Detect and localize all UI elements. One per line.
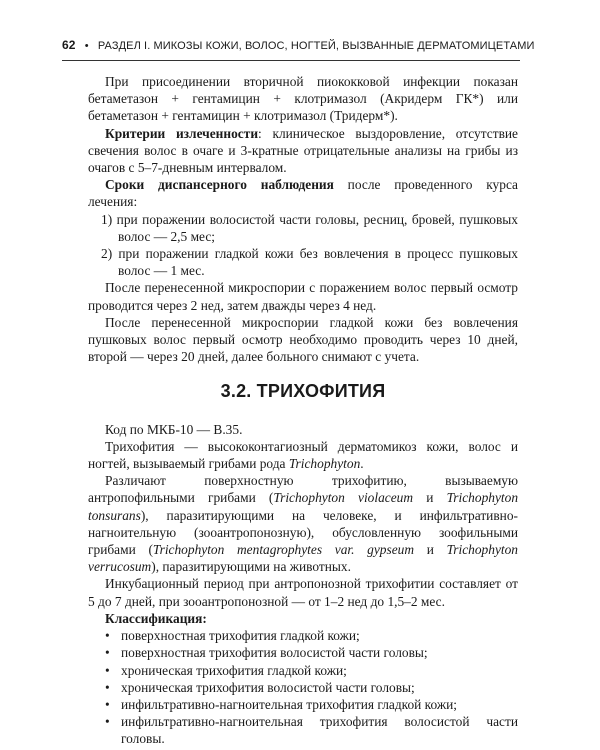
- classification-list: [88, 627, 518, 747]
- followup-label: Сроки диспансерного наблюдения: [105, 177, 334, 193]
- paragraph-incubation: Инкубационный период при антропонозной трихофитии составляет от 5 до 7 дней, при зооантропонозной — от 1–2 нед до 1,5–2 мес.: [88, 576, 518, 609]
- genus-name: Trichophyton: [288, 456, 361, 472]
- list-item: [88, 644, 518, 661]
- list-item-text: поверхностная трихофития волосистой части головы;: [121, 645, 428, 661]
- followup-item-2: 2) при поражении гладкой кожи без вовлечения в процесс пушковых волос — 1 мес.: [101, 246, 518, 279]
- types-text-b: и: [413, 490, 447, 506]
- header-title: РАЗДЕЛ I. МИКОЗЫ КОЖИ, ВОЛОС, НОГТЕЙ, ВЫЗВАННЫЕ ДЕРМАТОМИЦЕТАМИ: [97, 40, 535, 52]
- bullet-icon: •: [105, 645, 110, 661]
- types-text-a: Различают поверхностную трихофитию, вызываемую антропофильными грибами (: [88, 473, 518, 506]
- cure-criteria-label: Критерии излеченности: [105, 125, 259, 141]
- definition-end: .: [360, 456, 364, 472]
- list-item: [88, 696, 518, 713]
- running-header: [62, 38, 535, 61]
- types-text-c: ), паразитирующими на человеке, и инфильтративно-нагноительную (зооантропонозную), обусловленную зоофильными грибами (: [88, 507, 518, 558]
- types-text-d: и: [414, 542, 447, 558]
- definition-text: Трихофития — высококонтагиозный дерматомикоз кожи, волос и ногтей, вызываемый грибами рода: [88, 438, 518, 472]
- page-number: 62: [62, 38, 76, 52]
- paragraph-cure-criteria: [88, 125, 518, 177]
- paragraph-followup: [88, 176, 518, 210]
- page-body: [88, 73, 518, 748]
- paragraph-secondary-infection: При присоединении вторичной пиококковой инфекции показан бетаметазон + гентамицин + клотримазол (Акридерм ГК*) или бетаметазон + гентамицин + клотримазол (Тридерм*).: [88, 74, 518, 124]
- paragraph-types: [88, 472, 518, 575]
- cure-criteria-text: : клиническое выздоровление, отсутствие свечения волос в очаге и 3-кратные отрицательные анализы на грибы из очагов с 5–7-дневным интервалом.: [88, 125, 518, 176]
- list-item-text: инфильтративно-нагноительная трихофития гладкой кожи;: [121, 696, 457, 712]
- classification-label: Классификация:: [105, 610, 207, 626]
- species-violaceum: Trichophyton violaceum: [273, 490, 414, 506]
- species-mentagrophytes: Trichophyton mentagrophytes var. gypseum: [152, 542, 415, 558]
- list-item: [88, 627, 518, 644]
- species-verrucosum: Trichophyton verrucosum: [88, 542, 518, 575]
- followup-item-1: 1) при поражении волосистой части головы, ресниц, бровей, пушковых волос — 2,5 мес;: [101, 211, 518, 244]
- paragraph-after-hair: После перенесенной микроспории с поражением волос первый осмотр проводится через 2 нед, затем дважды через 4 нед.: [88, 280, 518, 313]
- species-tonsurans: Trichophyton tonsurans: [88, 490, 519, 523]
- bullet-icon: •: [105, 714, 110, 730]
- list-item: [88, 662, 518, 679]
- followup-text: после проведенного курса лечения:: [88, 177, 518, 210]
- bullet-icon: •: [105, 679, 110, 695]
- header-separator: •: [84, 40, 89, 52]
- list-item-text: хроническая трихофития волосистой части головы;: [121, 679, 415, 695]
- paragraph-after-skin: После перенесенной микроспории гладкой кожи без вовлечения пушковых волос первый осмотр необходимо проводить через 10 дней, второй — через 20 дней, далее больного снимают с учета.: [88, 314, 518, 365]
- section-heading: 3.2. ТРИХОФИТИЯ: [220, 381, 386, 402]
- paragraph-icd-code: Код по МКБ-10 — В.35.: [105, 421, 243, 437]
- paragraph-definition: [88, 438, 518, 472]
- bullet-icon: •: [105, 628, 110, 644]
- list-item-text: хроническая трихофития гладкой кожи;: [121, 662, 347, 678]
- types-text-e: ), паразитирующими на животных.: [151, 559, 351, 575]
- list-item-text: поверхностная трихофития гладкой кожи;: [121, 628, 360, 644]
- list-item: [88, 713, 518, 747]
- bullet-icon: •: [105, 696, 110, 712]
- list-item-text: инфильтративно-нагноительная трихофития волосистой части головы.: [121, 714, 518, 747]
- list-item: [88, 679, 518, 696]
- bullet-icon: •: [105, 662, 110, 678]
